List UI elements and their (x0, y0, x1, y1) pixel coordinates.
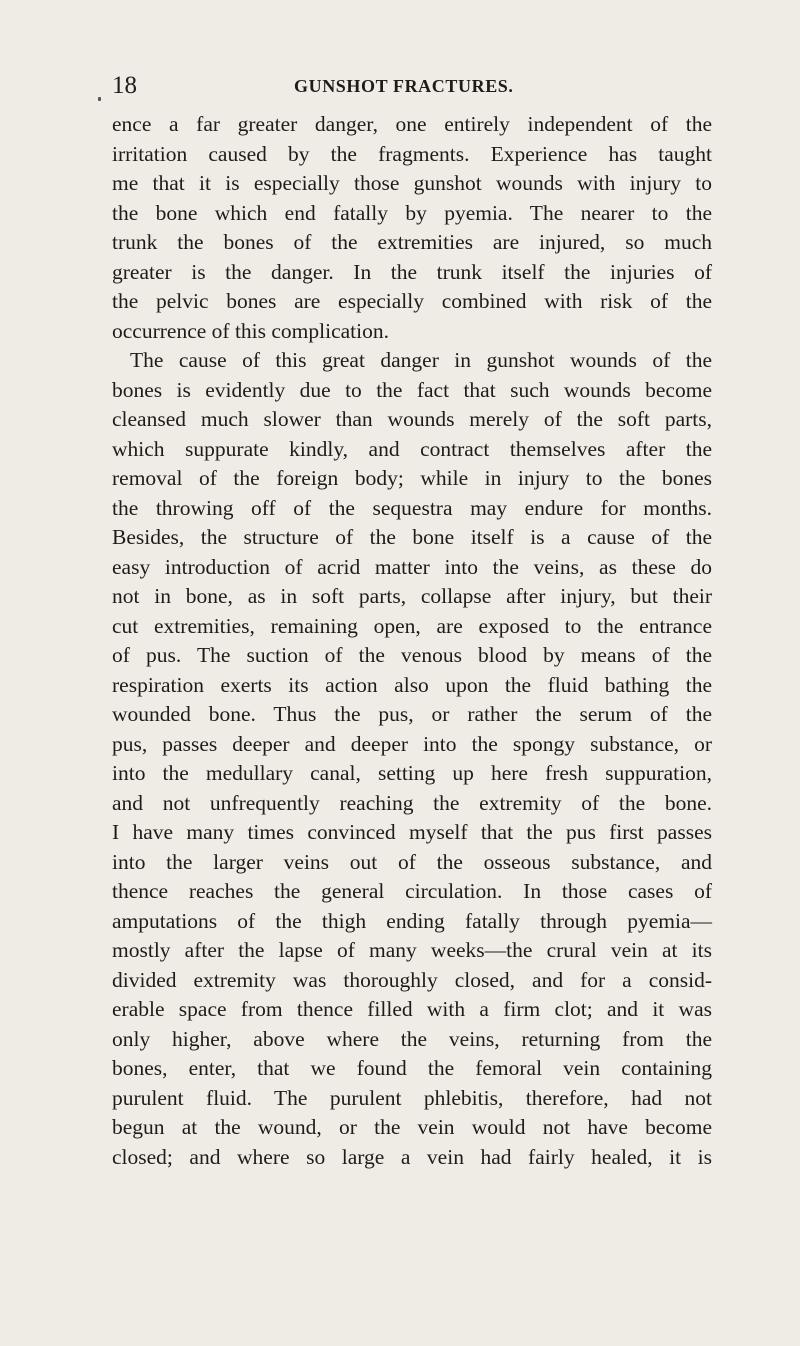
text-line: cut extremities, remaining open, are exposed to the entrance (112, 613, 712, 638)
text-line: greater is the danger. In the trunk itself the injuries of (112, 259, 712, 284)
print-speck (98, 97, 101, 101)
text-line: easy introduction of acrid matter into the veins, as these do (112, 554, 712, 579)
text-line: and not unfrequently reaching the extremity of the bone. (112, 790, 712, 815)
text-line: of pus. The suction of the venous blood by means of the (112, 643, 712, 667)
running-title: GUNSHOT FRACTURES. (294, 76, 514, 96)
text-line: into the larger veins out of the osseous substance, and (112, 849, 712, 874)
text-line: occurrence of this complication. (112, 318, 390, 343)
text-line: only higher, above where the veins, returning from the (112, 1026, 712, 1051)
text-line: me that it is especially those gunshot wounds with injury to (112, 171, 712, 195)
text-line: bones is evidently due to the fact that such wounds become (112, 377, 712, 402)
text-line: bones, enter, that we found the femoral vein containing (112, 1056, 712, 1080)
text-line: the throwing off of the sequestra may endure for months. (112, 495, 712, 520)
text-line: cleansed much slower than wounds merely of the soft parts, (112, 407, 712, 431)
text-line: mostly after the lapse of many weeks—the crural vein at its (112, 938, 712, 962)
text-line: purulent fluid. The purulent phlebitis, therefore, had not (112, 1085, 712, 1110)
text-line: wounded bone. Thus the pus, or rather the serum of the (112, 702, 712, 726)
text-line: which suppurate kindly, and contract themselves after the (112, 436, 712, 461)
text-line: the bone which end fatally by pyemia. The nearer to the (112, 200, 712, 225)
paragraph-start-line: The cause of this great danger in gunshot wounds of the (130, 348, 712, 372)
body-text (112, 110, 712, 1172)
text-line: into the medullary canal, setting up here fresh suppuration, (112, 761, 712, 785)
text-line: pus, passes deeper and deeper into the spongy substance, or (112, 731, 712, 756)
page-number: 18 (112, 72, 137, 99)
text-line: irritation caused by the fragments. Experience has taught (112, 141, 712, 166)
text-line: ence a far greater danger, one entirely independent of the (112, 112, 712, 136)
text-line: begun at the wound, or the vein would not have become (112, 1115, 712, 1139)
text-line: divided extremity was thoroughly closed, and for a consid- (112, 967, 712, 992)
text-line: closed; and where so large a vein had fairly healed, it is (112, 1144, 712, 1169)
running-head (112, 72, 712, 100)
text-line: Besides, the structure of the bone itself is a cause of the (112, 525, 712, 549)
text-line: removal of the foreign body; while in injury to the bones (112, 466, 712, 490)
text-line: trunk the bones of the extremities are injured, so much (112, 230, 712, 254)
text-line: amputations of the thigh ending fatally through pyemia— (112, 908, 712, 933)
text-line: respiration exerts its action also upon the fluid bathing the (112, 672, 712, 697)
text-line: erable space from thence filled with a firm clot; and it was (112, 997, 712, 1021)
text-line: not in bone, as in soft parts, collapse after injury, but their (112, 584, 712, 608)
text-line: the pelvic bones are especially combined with risk of the (112, 289, 712, 313)
text-line: I have many times convinced myself that the pus first passes (112, 820, 712, 844)
text-line: thence reaches the general circulation. In those cases of (112, 879, 712, 903)
